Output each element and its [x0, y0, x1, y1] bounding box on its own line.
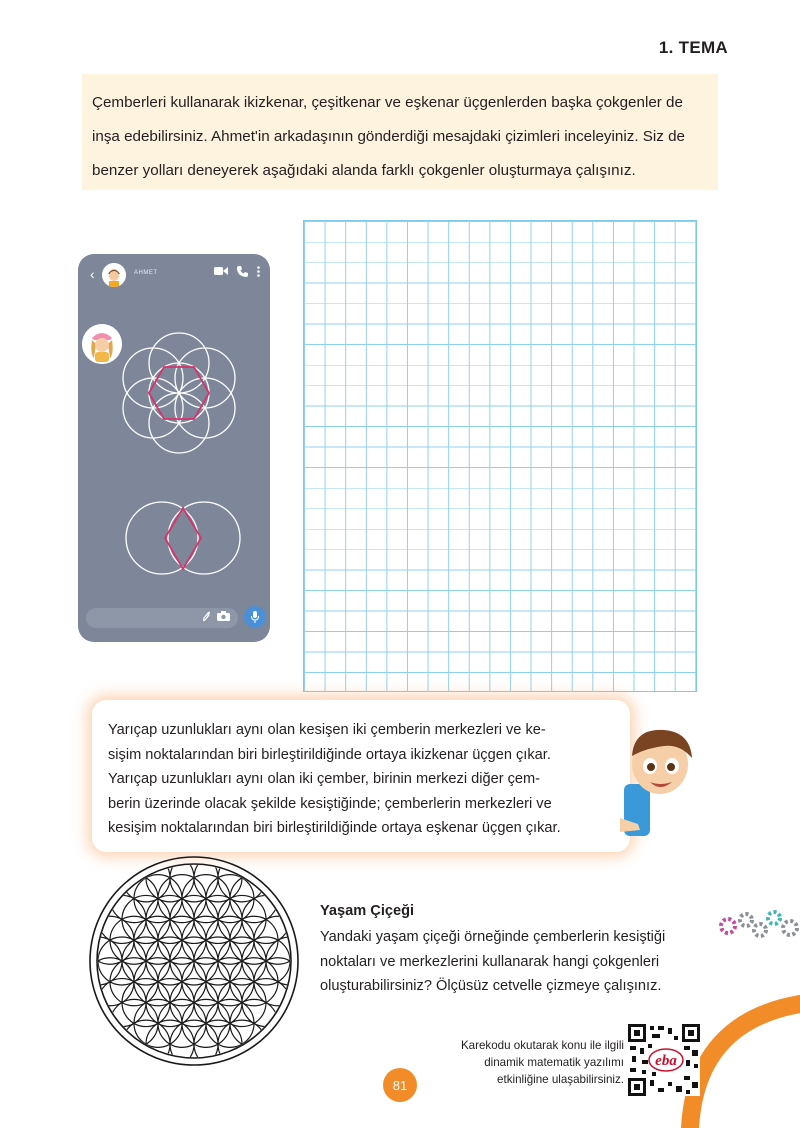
flower-section [320, 903, 700, 999]
drawing-grid[interactable] [303, 220, 697, 692]
qr-line: Karekodu okutarak konu ile ilgili [460, 1039, 624, 1052]
flower-of-life-icon [88, 855, 300, 1067]
note-line: berin üzerinde olacak şekilde kesiştiğinde; çemberlerin merkezleri ve [108, 795, 552, 812]
intro-line: benzer yolları deneyerek aşağıdaki alanda farklı çokgenler oluşturmaya çalışınız. [92, 162, 636, 179]
message-input[interactable] [86, 608, 238, 628]
flower-line: noktaları ve merkezlerini kullanarak hangi çokgenleri [320, 953, 660, 970]
flower-line: Yandaki yaşam çiçeği örneğinde çemberlerin kesiştiği [320, 929, 666, 945]
seed-of-life-drawing [78, 254, 270, 642]
note-line: kesişim noktalarından biri birleştirildiğinde ortaya eşkenar üçgen çıkar. [108, 820, 561, 836]
flower-title: Yaşam Çiçeği [320, 903, 415, 919]
flower-line: oluşturabilirsiniz? Ölçüsüz cetvelle çizmeye çalışınız. [320, 978, 662, 994]
intro-box [82, 74, 718, 190]
camera-icon[interactable] [217, 611, 230, 621]
theme-label: 1. TEMA [658, 38, 728, 57]
note-line: sişim noktalarından biri birleştirildiğinde ortaya ikizkenar üçgen çıkar. [108, 746, 551, 763]
eba-logo: eba [655, 1053, 677, 1069]
phone-mockup [78, 254, 270, 642]
qr-code-icon[interactable] [628, 1024, 700, 1096]
contact-name: AHMET [134, 270, 158, 276]
intro-line: Çemberleri kullanarak ikizkenar, çeşitkenar ve eşkenar üçgenlerden başka çokgenler de [92, 94, 683, 111]
note-line: Yarıçap uzunlukları aynı olan kesişen iki çemberin merkezleri ve ke- [108, 722, 546, 738]
boy-character [620, 722, 698, 842]
gears-icon [718, 904, 800, 944]
page-number: 81 [383, 1068, 417, 1102]
intro-line: inşa edebilirsiniz. Ahmet'in arkadaşının gönderdiği mesajdaki çizimleri inceleyiniz. Siz de [92, 128, 685, 145]
qr-line: dinamik matematik yazılımı [484, 1056, 624, 1069]
qr-caption [420, 1037, 624, 1088]
microphone-icon[interactable] [244, 606, 266, 628]
info-note [92, 700, 630, 852]
note-line: Yarıçap uzunlukları aynı olan iki çember, birinin merkezi diğer çem- [108, 771, 541, 787]
qr-line: etkinliğine ulaşabilirsiniz. [497, 1073, 624, 1086]
back-arrow-icon[interactable]: ‹ [90, 266, 95, 282]
attachment-icon[interactable] [202, 611, 211, 623]
